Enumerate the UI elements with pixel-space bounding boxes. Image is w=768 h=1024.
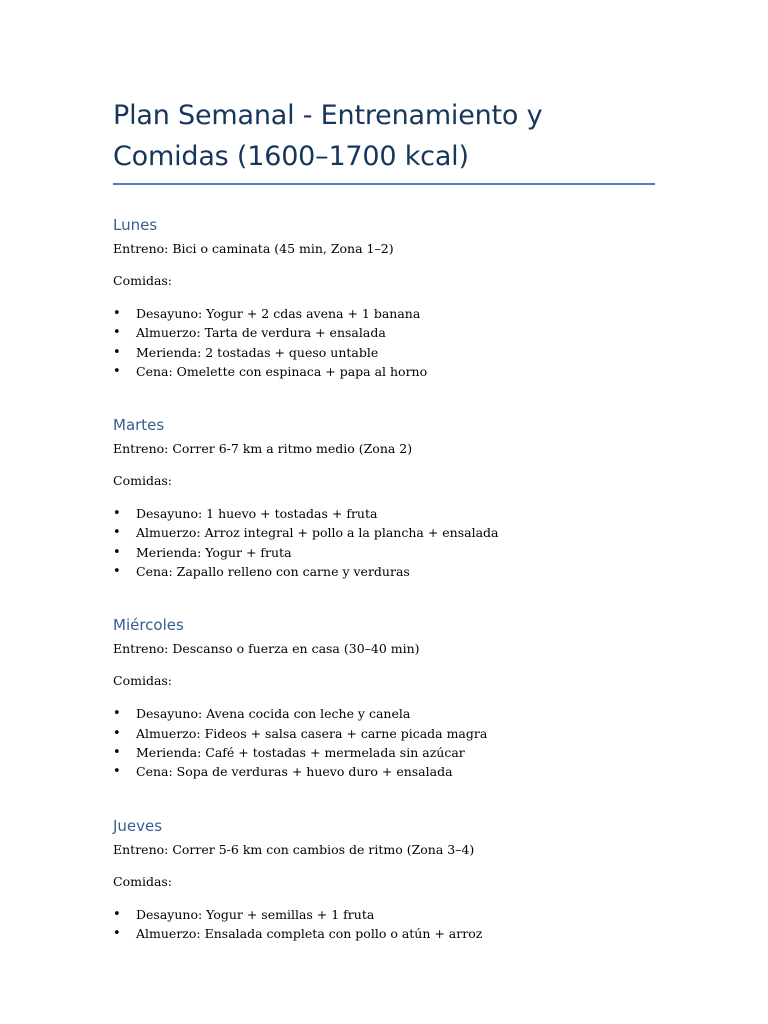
meal-item xyxy=(113,523,655,542)
meal-text: Almuerzo: Tarta de verdura + ensalada xyxy=(136,325,386,341)
day-section xyxy=(113,215,655,381)
meals-label: Comidas: xyxy=(113,673,173,689)
meal-text: Merienda: Café + tostadas + mermelada sin azúcar xyxy=(136,744,465,760)
meal-item xyxy=(113,762,655,781)
document-title: Plan Semanal - Entrenamiento y Comidas (1600–1700 kcal) xyxy=(113,95,655,185)
bullet-icon: • xyxy=(113,725,121,741)
bullet-icon: • xyxy=(113,925,121,941)
bullet-icon: • xyxy=(113,764,121,780)
meal-text: Almuerzo: Fideos + salsa casera + carne picada magra xyxy=(136,725,488,741)
meal-item xyxy=(113,724,655,743)
meal-item xyxy=(113,323,655,342)
day-heading: Jueves xyxy=(113,816,163,835)
meals-label: Comidas: xyxy=(113,273,173,288)
meal-item xyxy=(113,343,655,362)
training-text: Entreno: Correr 6-7 km a ritmo medio (Zona 2) xyxy=(113,441,413,457)
meal-text: Desayuno: Yogur + 2 cdas avena + 1 banana xyxy=(136,306,421,321)
day-section xyxy=(113,415,655,581)
meals-list xyxy=(113,304,655,381)
day-section xyxy=(113,615,655,781)
day-section xyxy=(113,816,655,944)
bullet-icon: • xyxy=(113,363,121,379)
bullet-icon: • xyxy=(113,906,121,922)
meal-text: Almuerzo: Ensalada completa con pollo o atún + arroz xyxy=(136,925,483,941)
meal-item xyxy=(113,504,655,523)
meal-text: Desayuno: Avena cocida con leche y canela xyxy=(136,706,411,722)
bullet-icon: • xyxy=(113,325,121,341)
meal-text: Cena: Zapallo relleno con carne y verduras xyxy=(136,564,410,580)
meal-item xyxy=(113,543,655,562)
meals-list xyxy=(113,704,655,781)
bullet-icon: • xyxy=(113,706,121,722)
training-text: Entreno: Descanso o fuerza en casa (30–40 min) xyxy=(113,641,420,657)
day-heading: Martes xyxy=(113,416,165,435)
days-container xyxy=(113,215,655,943)
meal-text: Desayuno: Yogur + semillas + 1 fruta xyxy=(136,906,375,922)
training-text: Entreno: Bici o caminata (45 min, Zona 1–2) xyxy=(113,241,394,256)
meal-text: Merienda: Yogur + fruta xyxy=(136,544,292,560)
meal-item xyxy=(113,924,655,943)
meals-list xyxy=(113,905,655,944)
document-page xyxy=(113,95,655,943)
meal-item xyxy=(113,362,655,381)
meal-item xyxy=(113,304,655,323)
bullet-icon: • xyxy=(113,506,121,522)
meal-text: Desayuno: 1 huevo + tostadas + fruta xyxy=(136,506,378,522)
bullet-icon: • xyxy=(113,544,121,560)
meals-list xyxy=(113,504,655,581)
meal-text: Cena: Sopa de verduras + huevo duro + ensalada xyxy=(136,764,453,780)
bullet-icon: • xyxy=(113,344,121,360)
meal-item xyxy=(113,743,655,762)
meal-text: Almuerzo: Arroz integral + pollo a la plancha + ensalada xyxy=(136,525,499,541)
day-heading: Lunes xyxy=(113,216,158,234)
meal-text: Merienda: 2 tostadas + queso untable xyxy=(136,344,379,360)
bullet-icon: • xyxy=(113,525,121,541)
bullet-icon: • xyxy=(113,744,121,760)
day-heading: Miércoles xyxy=(113,616,184,635)
meal-item xyxy=(113,905,655,924)
meal-item xyxy=(113,562,655,581)
training-text: Entreno: Correr 5-6 km con cambios de ritmo (Zona 3–4) xyxy=(113,841,475,857)
meals-label: Comidas: xyxy=(113,473,173,489)
bullet-icon: • xyxy=(113,306,121,321)
meal-text: Cena: Omelette con espinaca + papa al horno xyxy=(136,363,428,379)
bullet-icon: • xyxy=(113,564,121,580)
meals-label: Comidas: xyxy=(113,873,173,889)
meal-item xyxy=(113,704,655,723)
